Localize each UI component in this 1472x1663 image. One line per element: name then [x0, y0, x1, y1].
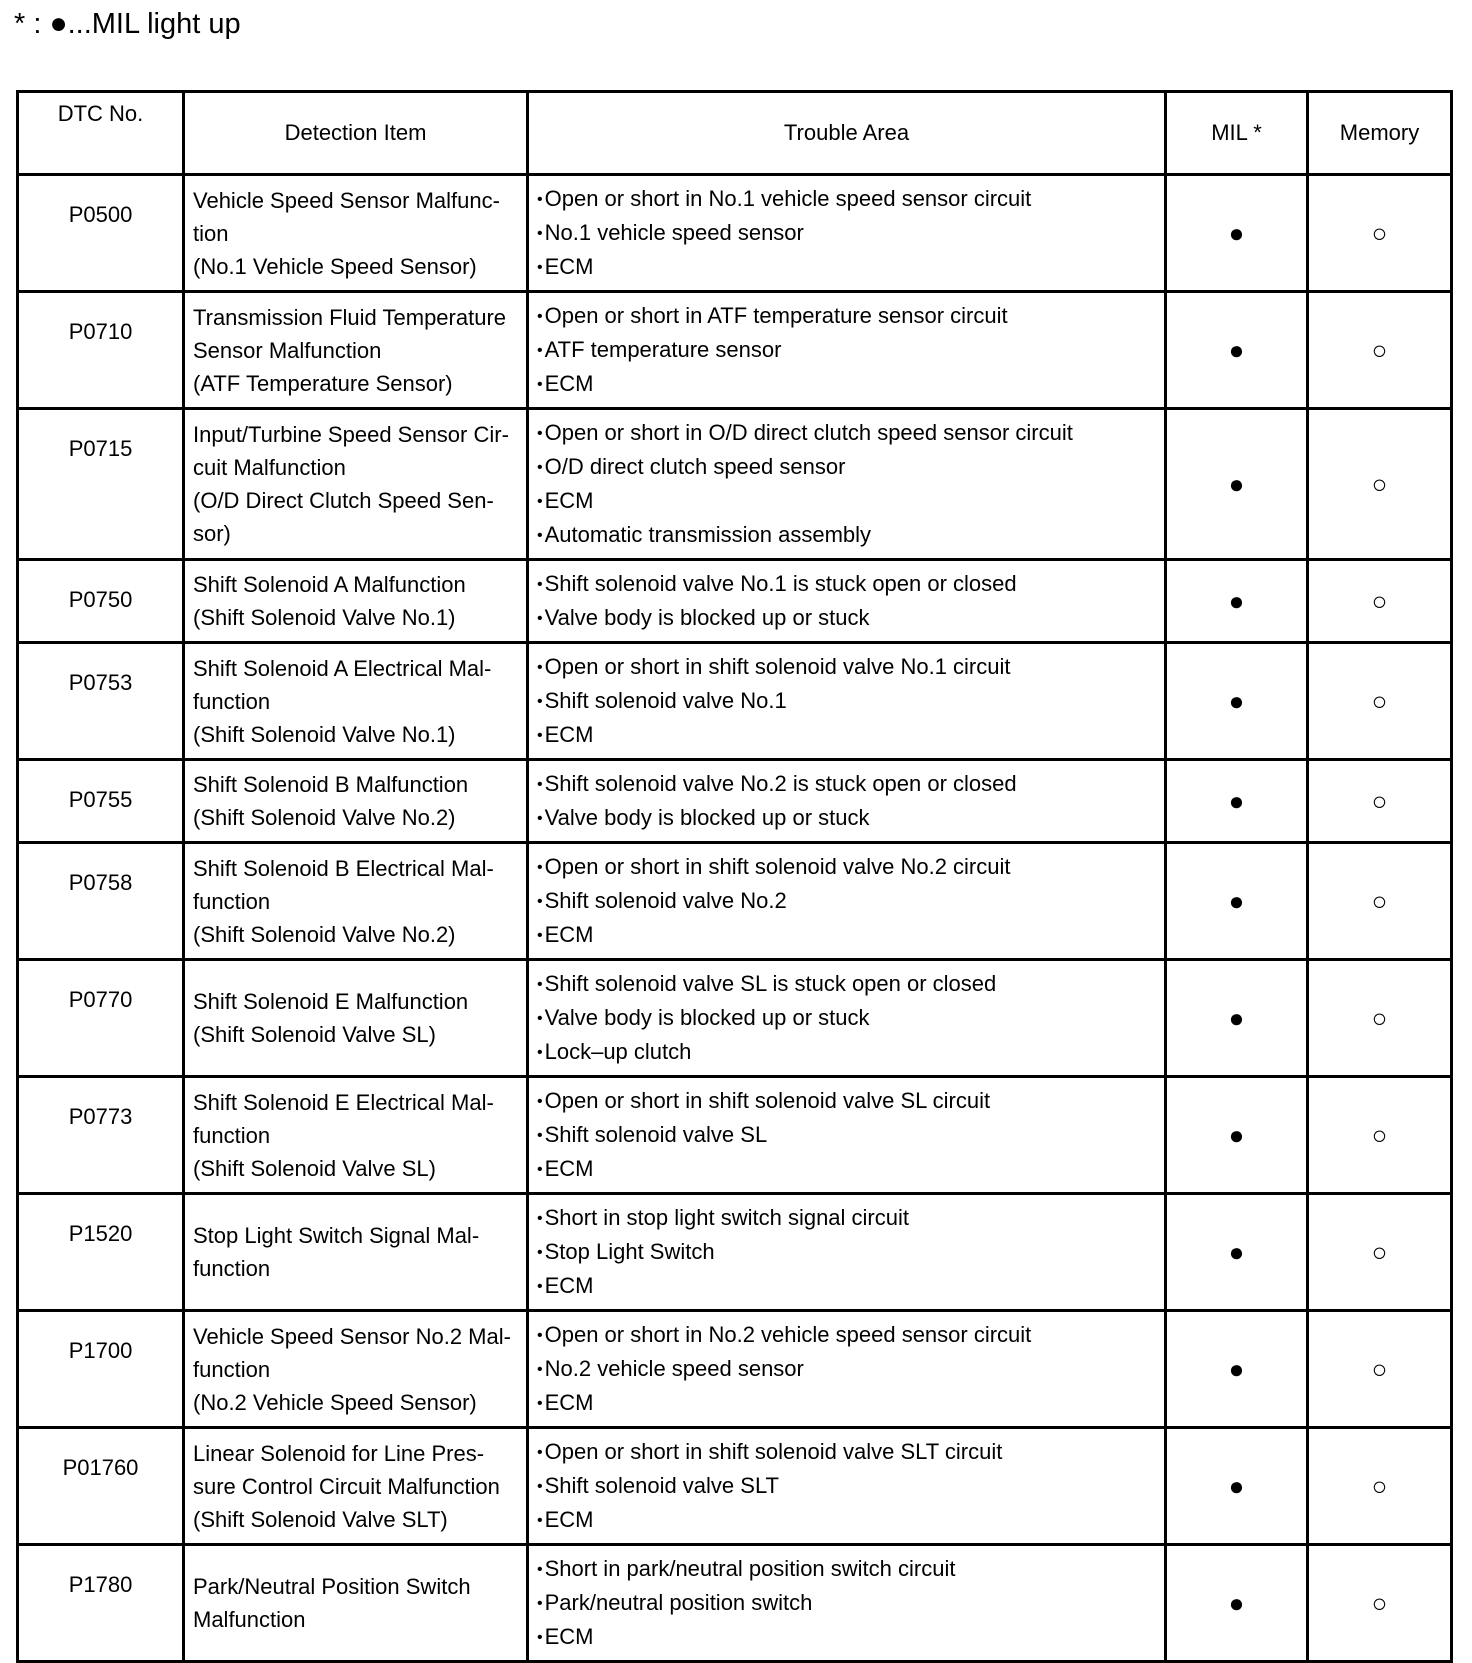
trouble-area-item — [537, 567, 1156, 601]
trouble-area-text: ECM — [544, 488, 594, 513]
trouble-area-text: Short in park/neutral position switch circuit — [544, 1556, 956, 1581]
detection-item-line: Linear Solenoid for Line Pres- — [193, 1440, 485, 1466]
bullet-icon: • — [537, 776, 543, 793]
trouble-area-text: Open or short in shift solenoid valve SLT circuit — [544, 1439, 1003, 1464]
bullet-icon: • — [537, 191, 543, 208]
trouble-area — [528, 175, 1166, 292]
trouble-area — [528, 760, 1166, 843]
memory-open-circle-icon: ○ — [1308, 1428, 1452, 1545]
trouble-area-text: No.2 vehicle speed sensor — [544, 1356, 804, 1381]
trouble-area-text: Automatic transmission assembly — [544, 522, 872, 547]
header-detection-item: Detection Item — [184, 92, 528, 175]
table-row — [18, 1077, 1452, 1194]
bullet-icon: • — [537, 527, 543, 544]
memory-open-circle-icon: ○ — [1308, 1311, 1452, 1428]
detection-item — [184, 292, 528, 409]
legend-text: ...MIL light up — [67, 8, 241, 40]
table-row — [18, 960, 1452, 1077]
dtc-code: P1780 — [18, 1545, 184, 1662]
bullet-icon: • — [537, 1595, 543, 1612]
bullet-icon: • — [537, 659, 543, 676]
detection-item-line: Shift Solenoid E Electrical Mal- — [193, 1089, 494, 1115]
table-row — [18, 1428, 1452, 1545]
trouble-area-item — [537, 650, 1156, 684]
table-row — [18, 843, 1452, 960]
detection-item-line: sor) — [193, 521, 231, 546]
trouble-area — [528, 960, 1166, 1077]
dtc-code: P0773 — [18, 1077, 184, 1194]
bullet-icon: • — [537, 342, 543, 359]
memory-open-circle-icon: ○ — [1308, 1077, 1452, 1194]
trouble-area-text: ECM — [544, 1507, 594, 1532]
bullet-icon: • — [537, 1127, 543, 1144]
trouble-area-text: ECM — [544, 722, 594, 747]
trouble-area-text: Short in stop light switch signal circuit — [544, 1205, 909, 1230]
bullet-icon: • — [537, 610, 543, 627]
dtc-code: P0715 — [18, 409, 184, 560]
mil-filled-circle-icon: ● — [1166, 1428, 1308, 1545]
detection-item-line: (Shift Solenoid Valve SL) — [193, 1022, 436, 1047]
detection-item — [184, 560, 528, 643]
detection-item-line: (Shift Solenoid Valve No.1) — [193, 605, 456, 630]
bullet-icon: • — [537, 259, 543, 276]
trouble-area-item — [537, 182, 1156, 216]
detection-item-line: sure Control Circuit Malfunction — [193, 1473, 500, 1499]
mil-filled-circle-icon: ● — [1166, 292, 1308, 409]
bullet-icon: • — [537, 1395, 543, 1412]
trouble-area-item — [537, 801, 1156, 835]
trouble-area-item — [537, 918, 1156, 952]
bullet-icon: • — [537, 810, 543, 827]
trouble-area-item — [537, 250, 1156, 284]
trouble-area-text: Valve body is blocked up or stuck — [544, 1005, 870, 1030]
bullet-icon: • — [537, 1044, 543, 1061]
filled-circle-icon: ● — [49, 7, 68, 40]
table-row — [18, 1545, 1452, 1662]
bullet-icon: • — [537, 1478, 543, 1495]
trouble-area-text: Shift solenoid valve SL is stuck open or closed — [544, 971, 997, 996]
detection-item-line: Vehicle Speed Sensor No.2 Mal- — [193, 1323, 511, 1349]
mil-filled-circle-icon: ● — [1166, 560, 1308, 643]
trouble-area-item — [537, 1201, 1156, 1235]
bullet-icon: • — [537, 576, 543, 593]
trouble-area-item — [537, 1352, 1156, 1386]
table-row — [18, 643, 1452, 760]
trouble-area-text: Shift solenoid valve No.2 — [544, 888, 787, 913]
dtc-code: P0758 — [18, 843, 184, 960]
bullet-icon: • — [537, 1629, 543, 1646]
bullet-icon: • — [537, 308, 543, 325]
memory-open-circle-icon: ○ — [1308, 843, 1452, 960]
memory-open-circle-icon: ○ — [1308, 409, 1452, 560]
trouble-area-text: Stop Light Switch — [544, 1239, 715, 1264]
trouble-area-text: Shift solenoid valve No.1 is stuck open or closed — [544, 571, 1017, 596]
bullet-icon: • — [537, 1512, 543, 1529]
bullet-icon: • — [537, 225, 543, 242]
trouble-area-text: Shift solenoid valve SLT — [544, 1473, 779, 1498]
detection-item — [184, 960, 528, 1077]
bullet-icon: • — [537, 693, 543, 710]
trouble-area-text: ECM — [544, 254, 594, 279]
trouble-area-text: Park/neutral position switch — [544, 1590, 813, 1615]
trouble-area — [528, 843, 1166, 960]
mil-filled-circle-icon: ● — [1166, 175, 1308, 292]
memory-open-circle-icon: ○ — [1308, 643, 1452, 760]
trouble-area-text: Open or short in shift solenoid valve No.2 circuit — [544, 854, 1011, 879]
legend-prefix: * : — [14, 8, 42, 40]
trouble-area-text: Open or short in ATF temperature sensor circuit — [544, 303, 1008, 328]
trouble-area-text: ECM — [544, 922, 594, 947]
detection-item-line: Sensor Malfunction — [193, 337, 382, 363]
trouble-area-item — [537, 518, 1156, 552]
detection-item-line: (No.1 Vehicle Speed Sensor) — [193, 253, 477, 279]
trouble-area-item — [537, 1552, 1156, 1586]
bullet-icon: • — [537, 1278, 543, 1295]
trouble-area-text: Open or short in No.2 vehicle speed sensor circuit — [544, 1322, 1032, 1347]
detection-item-line: Shift Solenoid A Malfunction — [193, 572, 466, 597]
bullet-icon: • — [537, 1561, 543, 1578]
legend — [14, 4, 241, 44]
trouble-area-text: ECM — [544, 1156, 594, 1181]
bullet-icon: • — [537, 859, 543, 876]
trouble-area — [528, 643, 1166, 760]
trouble-area-text: O/D direct clutch speed sensor — [544, 454, 846, 479]
detection-item — [184, 643, 528, 760]
trouble-area-item — [537, 1469, 1156, 1503]
trouble-area-text: Shift solenoid valve No.2 is stuck open or closed — [544, 771, 1017, 796]
memory-open-circle-icon: ○ — [1308, 760, 1452, 843]
table-row — [18, 1311, 1452, 1428]
trouble-area-text: Lock–up clutch — [544, 1039, 692, 1064]
detection-item-line: Stop Light Switch Signal Mal- — [193, 1223, 480, 1248]
detection-item-line: Vehicle Speed Sensor Malfunc- — [193, 187, 500, 213]
memory-open-circle-icon: ○ — [1308, 960, 1452, 1077]
trouble-area — [528, 1077, 1166, 1194]
bullet-icon: • — [537, 1444, 543, 1461]
detection-item — [184, 843, 528, 960]
trouble-area-item — [537, 1035, 1156, 1069]
trouble-area-item — [537, 1586, 1156, 1620]
bullet-icon: • — [537, 1361, 543, 1378]
trouble-area-item — [537, 684, 1156, 718]
dtc-code: P0750 — [18, 560, 184, 643]
detection-item-line: tion — [193, 220, 229, 246]
detection-item-line: (Shift Solenoid Valve SLT) — [193, 1506, 448, 1532]
trouble-area-item — [537, 1386, 1156, 1420]
bullet-icon: • — [537, 425, 543, 442]
bullet-icon: • — [537, 459, 543, 476]
trouble-area — [528, 1311, 1166, 1428]
memory-open-circle-icon: ○ — [1308, 292, 1452, 409]
dtc-code: P0710 — [18, 292, 184, 409]
trouble-area-text: Shift solenoid valve SL — [544, 1122, 768, 1147]
detection-item-line: function — [193, 1122, 271, 1148]
trouble-area — [528, 1194, 1166, 1311]
detection-item-line: function — [193, 888, 271, 914]
mil-filled-circle-icon: ● — [1166, 1077, 1308, 1194]
dtc-table — [16, 90, 1453, 1663]
trouble-area-item — [537, 1084, 1156, 1118]
mil-filled-circle-icon: ● — [1166, 643, 1308, 760]
trouble-area — [528, 1428, 1166, 1545]
memory-open-circle-icon: ○ — [1308, 1194, 1452, 1311]
detection-item-line: (Shift Solenoid Valve No.2) — [193, 805, 456, 830]
bullet-icon: • — [537, 893, 543, 910]
trouble-area — [528, 409, 1166, 560]
trouble-area-text: Open or short in O/D direct clutch speed sensor circuit — [544, 420, 1073, 445]
bullet-icon: • — [537, 976, 543, 993]
dtc-code: P0755 — [18, 760, 184, 843]
detection-item-line: function — [193, 1356, 271, 1382]
trouble-area-item — [537, 216, 1156, 250]
table-row — [18, 292, 1452, 409]
detection-item — [184, 175, 528, 292]
detection-item-line: Shift Solenoid A Electrical Mal- — [193, 655, 492, 681]
trouble-area-item — [537, 367, 1156, 401]
detection-item — [184, 1545, 528, 1662]
trouble-area-item — [537, 1152, 1156, 1186]
detection-item-line: cuit Malfunction — [193, 455, 346, 480]
bullet-icon: • — [537, 1010, 543, 1027]
detection-item-line: Shift Solenoid E Malfunction — [193, 989, 469, 1014]
trouble-area-text: ECM — [544, 1624, 594, 1649]
trouble-area-item — [537, 884, 1156, 918]
detection-item — [184, 1194, 528, 1311]
dtc-code: P1520 — [18, 1194, 184, 1311]
detection-item-line: Transmission Fluid Temperature — [193, 304, 507, 330]
trouble-area-text: ATF temperature sensor — [544, 337, 782, 362]
trouble-area — [528, 292, 1166, 409]
dtc-code: P1700 — [18, 1311, 184, 1428]
dtc-code: P01760 — [18, 1428, 184, 1545]
detection-item — [184, 760, 528, 843]
memory-open-circle-icon: ○ — [1308, 560, 1452, 643]
detection-item-line: function — [193, 1256, 271, 1281]
bullet-icon: • — [537, 1093, 543, 1110]
bullet-icon: • — [537, 1244, 543, 1261]
detection-item — [184, 1311, 528, 1428]
detection-item-line: function — [193, 688, 271, 714]
detection-item-line: Malfunction — [193, 1607, 306, 1632]
table-header-row — [18, 92, 1452, 175]
detection-item-line: Shift Solenoid B Malfunction — [193, 772, 469, 797]
trouble-area — [528, 1545, 1166, 1662]
detection-item-line: Park/Neutral Position Switch — [193, 1574, 471, 1599]
trouble-area-item — [537, 299, 1156, 333]
trouble-area-item — [537, 416, 1156, 450]
header-mil: MIL * — [1166, 92, 1308, 175]
table-row — [18, 175, 1452, 292]
memory-open-circle-icon: ○ — [1308, 1545, 1452, 1662]
detection-item — [184, 1428, 528, 1545]
bullet-icon: • — [537, 376, 543, 393]
header-memory: Memory — [1308, 92, 1452, 175]
trouble-area-item — [537, 1620, 1156, 1654]
trouble-area-text: Valve body is blocked up or stuck — [544, 805, 870, 830]
trouble-area-text: Open or short in shift solenoid valve SL circuit — [544, 1088, 991, 1113]
bullet-icon: • — [537, 493, 543, 510]
detection-item — [184, 1077, 528, 1194]
detection-item-line: (Shift Solenoid Valve SL) — [193, 1155, 436, 1181]
detection-item-line: Input/Turbine Speed Sensor Cir- — [193, 422, 509, 447]
bullet-icon: • — [537, 927, 543, 944]
mil-filled-circle-icon: ● — [1166, 760, 1308, 843]
dtc-code: P0753 — [18, 643, 184, 760]
trouble-area-text: Shift solenoid valve No.1 — [544, 688, 787, 713]
detection-item-line: (ATF Temperature Sensor) — [193, 370, 453, 396]
mil-filled-circle-icon: ● — [1166, 1545, 1308, 1662]
mil-filled-circle-icon: ● — [1166, 409, 1308, 560]
trouble-area-item — [537, 967, 1156, 1001]
bullet-icon: • — [537, 1210, 543, 1227]
memory-open-circle-icon: ○ — [1308, 175, 1452, 292]
trouble-area-text: ECM — [544, 1273, 594, 1298]
trouble-area-item — [537, 1435, 1156, 1469]
detection-item-line: (No.2 Vehicle Speed Sensor) — [193, 1389, 477, 1415]
trouble-area-item — [537, 601, 1156, 635]
mil-filled-circle-icon: ● — [1166, 1194, 1308, 1311]
detection-item — [184, 409, 528, 560]
dtc-code: P0770 — [18, 960, 184, 1077]
bullet-icon: • — [537, 1161, 543, 1178]
table-row — [18, 409, 1452, 560]
trouble-area-item — [537, 767, 1156, 801]
trouble-area-text: Valve body is blocked up or stuck — [544, 605, 870, 630]
trouble-area-item — [537, 1269, 1156, 1303]
bullet-icon: • — [537, 1327, 543, 1344]
trouble-area-item — [537, 1503, 1156, 1537]
mil-filled-circle-icon: ● — [1166, 1311, 1308, 1428]
trouble-area-item — [537, 850, 1156, 884]
trouble-area-item — [537, 1001, 1156, 1035]
trouble-area-text: ECM — [544, 371, 594, 396]
header-dtc-no: DTC No. — [18, 92, 184, 175]
mil-filled-circle-icon: ● — [1166, 960, 1308, 1077]
bullet-icon: • — [537, 727, 543, 744]
trouble-area-item — [537, 1235, 1156, 1269]
trouble-area — [528, 560, 1166, 643]
table-row — [18, 1194, 1452, 1311]
table-row — [18, 560, 1452, 643]
trouble-area-item — [537, 450, 1156, 484]
detection-item-line: (O/D Direct Clutch Speed Sen- — [193, 488, 494, 513]
detection-item-line: Shift Solenoid B Electrical Mal- — [193, 855, 494, 881]
trouble-area-text: Open or short in shift solenoid valve No.1 circuit — [544, 654, 1011, 679]
table-row — [18, 760, 1452, 843]
trouble-area-item — [537, 1118, 1156, 1152]
header-trouble-area: Trouble Area — [528, 92, 1166, 175]
trouble-area-item — [537, 484, 1156, 518]
detection-item-line: (Shift Solenoid Valve No.1) — [193, 721, 456, 747]
dtc-code: P0500 — [18, 175, 184, 292]
trouble-area-text: Open or short in No.1 vehicle speed sensor circuit — [544, 186, 1032, 211]
trouble-area-item — [537, 718, 1156, 752]
mil-filled-circle-icon: ● — [1166, 843, 1308, 960]
trouble-area-item — [537, 1318, 1156, 1352]
trouble-area-text: No.1 vehicle speed sensor — [544, 220, 804, 245]
trouble-area-item — [537, 333, 1156, 367]
trouble-area-text: ECM — [544, 1390, 594, 1415]
table-body — [18, 175, 1452, 1662]
detection-item-line: (Shift Solenoid Valve No.2) — [193, 921, 456, 947]
